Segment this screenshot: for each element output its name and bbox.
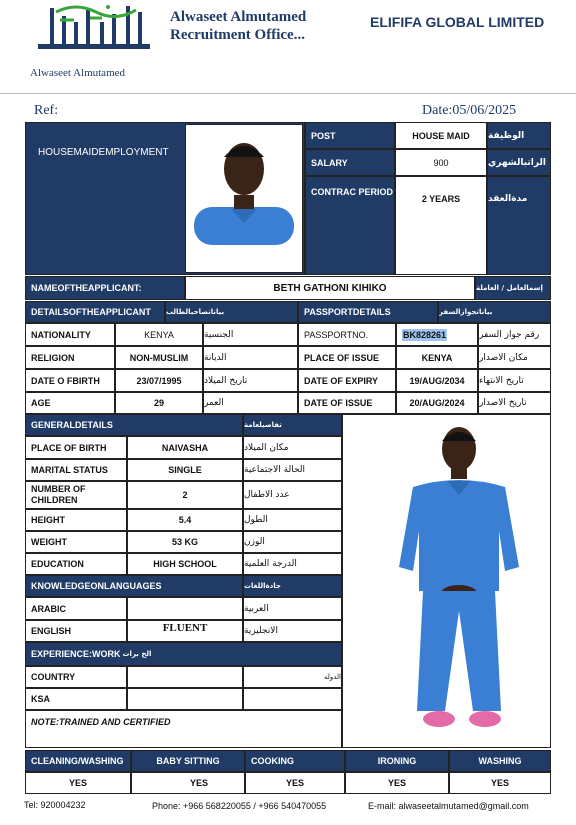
ref-label: Ref:	[34, 103, 59, 118]
footer-tel: Tel: 920004232	[24, 800, 86, 810]
education-label: EDUCATION	[25, 553, 127, 575]
general-details-header-ar: تفاصيلعامة	[243, 414, 342, 436]
children-label-ar: عدد الاطفال	[243, 481, 342, 509]
place-of-birth-label-ar: مكان الميلاد	[243, 436, 342, 459]
passport-no-label: PASSPORTNO.	[298, 323, 396, 346]
education-value: HIGH SCHOOL	[127, 553, 243, 575]
arabic-label-ar: العربية	[243, 597, 342, 620]
religion-label-ar: الديانة	[203, 346, 298, 369]
contract-value: 2 YEARS	[395, 176, 487, 275]
age-label-ar: العمر	[203, 392, 298, 414]
post-value: HOUSE MAID	[395, 122, 487, 149]
children-value: 2	[127, 481, 243, 509]
company-name	[170, 8, 306, 44]
height-value: 5.4	[127, 509, 243, 531]
section-title: HOUSEMAIDEMPLOYMENT	[38, 147, 169, 158]
arabic-label: ARABIC	[25, 597, 127, 620]
marital-status-label-ar: الحالة الاجتماعية	[243, 459, 342, 481]
place-of-issue-label: PLACE OF ISSUE	[298, 346, 396, 369]
footer-email[interactable]: alwaseetalmutamed@gmail.com	[398, 801, 529, 811]
passport-no-value: BK828261	[403, 329, 447, 340]
ksa-label: KSA	[25, 688, 127, 710]
post-label-ar: الوظيفة	[487, 122, 551, 149]
footer-phone: Phone: +966 568220055 / +966 540470055	[152, 801, 327, 811]
education-label-ar: الدرجة العلمية	[243, 553, 342, 575]
place-of-issue-label-ar: مكان الاصدار	[478, 346, 551, 369]
religion-value: NON-MUSLIM	[115, 346, 203, 369]
header-divider	[0, 93, 576, 94]
dob-label-ar: تاريخ الميلاد	[203, 369, 298, 392]
dob-label: DATE O FBIRTH	[25, 369, 115, 392]
passport-no-cell	[396, 323, 478, 346]
marital-status-label: MARITAL STATUS	[25, 459, 127, 481]
post-label: POST	[305, 122, 395, 149]
languages-header: KNOWLEDGEONLANGUAGES	[25, 575, 243, 597]
date-of-expiry-value: 19/AUG/2034	[396, 369, 478, 392]
languages-header-ar: جادةاللغات	[243, 575, 342, 597]
religion-label: RELIGION	[25, 346, 115, 369]
trained-note: NOTE:TRAINED AND CERTIFIED	[25, 710, 342, 748]
experience-header	[25, 642, 342, 666]
skill-ironing-value: YES	[345, 772, 449, 794]
skill-cleaning-header: CLEANING/WASHING	[25, 750, 131, 772]
passport-no-label-ar: رقم جواز السفر	[478, 323, 551, 346]
english-label: ENGLISH	[25, 620, 127, 642]
ksa-value	[127, 688, 243, 710]
passport-details-header: PASSPORTDETAILS	[298, 301, 438, 323]
logo-caption: Alwaseet Almutamed	[30, 67, 126, 79]
weight-label: WEIGHT	[25, 531, 127, 553]
date-of-issue-label-ar: تاريخ الاصدار	[478, 392, 551, 414]
agency-name: ELIFIFA GLOBAL LIMITED	[370, 14, 545, 30]
general-details-header: GENERALDETAILS	[25, 414, 243, 436]
applicant-details-header: DETAILSOFTHEAPPLICANT	[25, 301, 165, 323]
english-label-ar: الانجليزية	[243, 620, 342, 642]
experience-title-ar: الخ برات	[122, 650, 152, 658]
applicant-name-label: NAMEOFTHEAPPLICANT:	[25, 276, 185, 300]
skill-cooking-value: YES	[245, 772, 345, 794]
place-of-birth-value: NAIVASHA	[127, 436, 243, 459]
country-label: COUNTRY	[25, 666, 127, 688]
dob-value: 23/07/1995	[115, 369, 203, 392]
marital-status-value: SINGLE	[127, 459, 243, 481]
skill-washing-value: YES	[449, 772, 551, 794]
date-of-expiry-label-ar: تاريخ الانتهاء	[478, 369, 551, 392]
full-body-photo	[342, 414, 551, 748]
experience-title: EXPERIENCE:WORK	[31, 649, 121, 659]
applicant-name-label-ar: إسمالعامل / العاملة	[475, 276, 551, 300]
contract-label-ar: مدةالعقد	[487, 176, 551, 275]
company-name-line1: Alwaseet Almutamed	[170, 9, 307, 25]
date-of-expiry-label: DATE OF EXPIRY	[298, 369, 396, 392]
passport-details-header-ar: بياناتجوازالسفر	[438, 301, 551, 323]
skill-babysitting-value: YES	[131, 772, 245, 794]
salary-value: 900	[395, 149, 487, 176]
applicant-name: BETH GATHONI KIHIKO	[185, 276, 475, 300]
english-value: FLUENT	[127, 620, 243, 642]
place-of-issue-value: KENYA	[396, 346, 478, 369]
contract-label: CONTRAC PERIOD	[305, 176, 395, 275]
skill-cooking-header: COOKING	[245, 750, 345, 772]
country-label-ar: الدوله	[243, 666, 342, 688]
skill-cleaning-value: YES	[25, 772, 131, 794]
height-label: HEIGHT	[25, 509, 127, 531]
children-label: NUMBER OF CHILDREN	[25, 481, 127, 509]
age-label: AGE	[25, 392, 115, 414]
portrait-photo	[185, 124, 303, 273]
country-value	[127, 666, 243, 688]
height-label-ar: الطول	[243, 509, 342, 531]
skill-washing-header: WASHING	[449, 750, 551, 772]
weight-label-ar: الوزن	[243, 531, 342, 553]
skill-ironing-header: IRONING	[345, 750, 449, 772]
age-value: 29	[115, 392, 203, 414]
nationality-value: KENYA	[115, 323, 203, 346]
skill-babysitting-header: BABY SITTING	[131, 750, 245, 772]
place-of-birth-label: PLACE OF BIRTH	[25, 436, 127, 459]
salary-label-ar: الراتبالشهري	[487, 149, 551, 176]
arabic-value	[127, 597, 243, 620]
document-date: Date:05/06/2025	[422, 103, 517, 118]
nationality-label: NATIONALITY	[25, 323, 115, 346]
nationality-label-ar: الجنسية	[203, 323, 298, 346]
salary-label: SALARY	[305, 149, 395, 176]
ksa-extra	[243, 688, 342, 710]
weight-value: 53 KG	[127, 531, 243, 553]
date-of-issue-label: DATE OF ISSUE	[298, 392, 396, 414]
footer-email-label: E-mail:	[368, 801, 397, 811]
date-of-issue-value: 20/AUG/2024	[396, 392, 478, 414]
footer-email-block	[368, 801, 529, 811]
applicant-details-header-ar: بياناتصاحبالطالب	[165, 301, 298, 323]
company-name-line2: Recruitment Office...	[170, 27, 305, 43]
